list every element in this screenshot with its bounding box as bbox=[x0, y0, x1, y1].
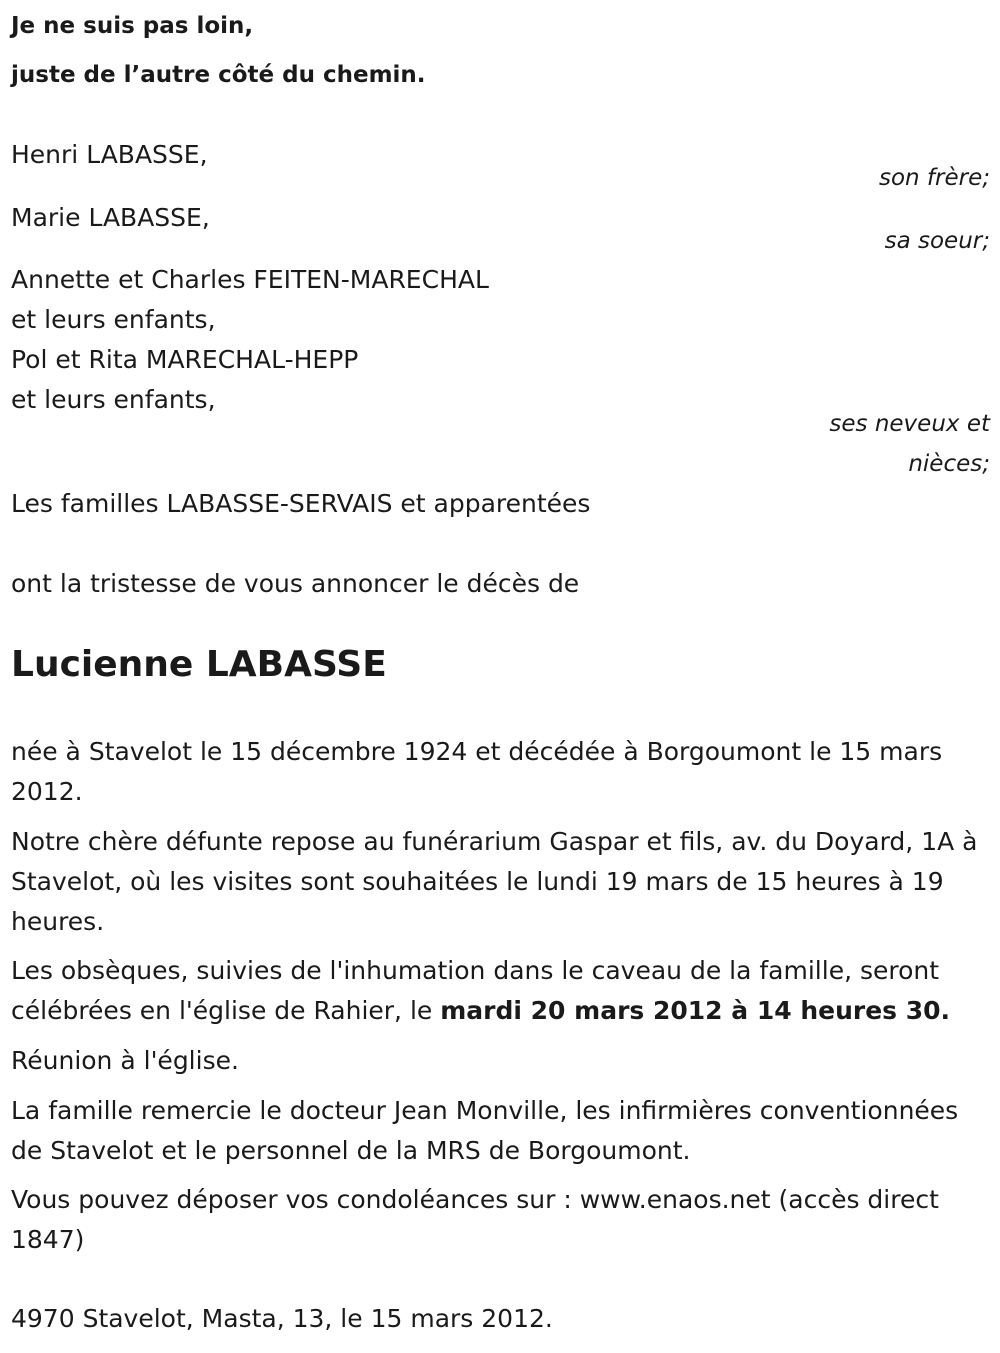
epigraph-line-2: juste de l’autre côté du chemin. bbox=[11, 62, 426, 88]
repose-paragraph: Notre chère défunte repose au funérarium Gaspar et fils, av. du Doyard, 1A à Stavelot, où les visites sont souhaitées le lundi 19 mars de 15 heures à 19 heures. bbox=[11, 827, 978, 936]
nephews-line-3: Pol et Rita MARECHAL-HEPP bbox=[11, 345, 359, 374]
sister-role: sa soeur; bbox=[884, 228, 990, 254]
epigraph-line-1: Je ne suis pas loin, bbox=[11, 13, 254, 39]
meeting-paragraph: Réunion à l'église. bbox=[11, 1046, 239, 1075]
nephews-line-2: et leurs enfants, bbox=[11, 305, 216, 334]
nephews-line-4: et leurs enfants, bbox=[11, 385, 216, 414]
nephews-role-line-1: ses neveux et bbox=[829, 411, 990, 437]
footer-place-date: 4970 Stavelot, Masta, 13, le 15 mars 2012. bbox=[11, 1304, 553, 1333]
thanks-paragraph: La famille remercie le docteur Jean Monville, les infirmières conventionnées de Stavelot et le personnel de la MRS de Borgoumont. bbox=[11, 1096, 959, 1165]
families-line: Les familles LABASSE-SERVAIS et apparentées bbox=[11, 489, 591, 518]
brother-role: son frère; bbox=[878, 165, 990, 191]
deceased-name: Lucienne LABASSE bbox=[11, 644, 387, 685]
condolences-paragraph: Vous pouvez déposer vos condoléances sur : www.enaos.net (accès direct 1847) bbox=[11, 1185, 939, 1254]
brother-name: Henri LABASSE, bbox=[11, 140, 208, 169]
funeral-paragraph bbox=[11, 951, 991, 1031]
announcement: ont la tristesse de vous annoncer le décès de bbox=[11, 569, 580, 598]
funeral-date: mardi 20 mars 2012 à 14 heures 30. bbox=[440, 996, 951, 1025]
nephews-line-1: Annette et Charles FEITEN-MARECHAL bbox=[11, 265, 489, 294]
nephews-role-line-2: nièces; bbox=[908, 451, 990, 477]
funeral-text: Les obsèques, suivies de l'inhumation dans le caveau de la famille, seront célébrées en l'église de Rahier, le bbox=[11, 956, 940, 1025]
birth-death-paragraph: née à Stavelot le 15 décembre 1924 et décédée à Borgoumont le 15 mars 2012. bbox=[11, 737, 943, 806]
sister-name: Marie LABASSE, bbox=[11, 203, 210, 232]
